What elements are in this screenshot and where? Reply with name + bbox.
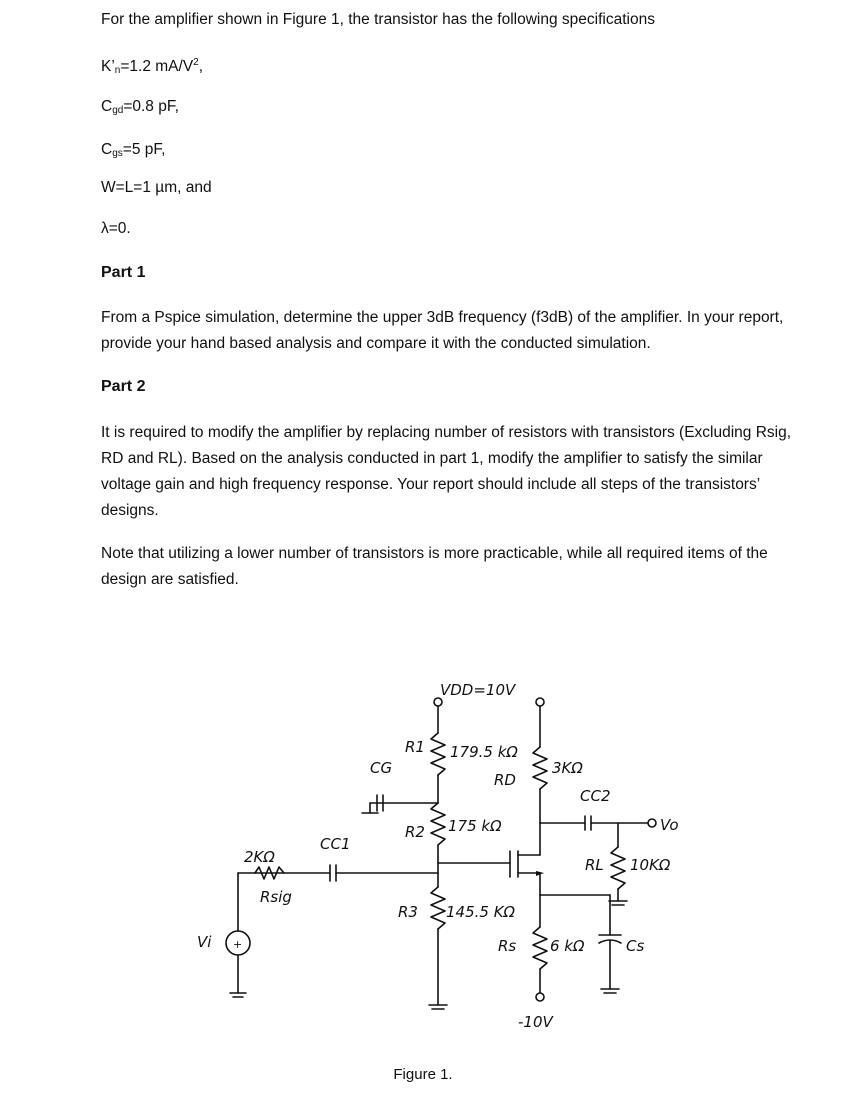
rs-resistor	[533, 927, 547, 969]
spec-cgs: $C_{gs}=5$ pF,	[101, 141, 166, 159]
intro-text: For the amplifier shown in Figure 1, the transistor has the following specifications	[101, 11, 655, 28]
vss-label: -10V	[518, 1013, 553, 1031]
rs-value: 6 kΩ	[550, 937, 585, 955]
figure-caption: Figure 1.	[393, 1066, 453, 1083]
spec-lambda: λ=0.	[101, 220, 131, 237]
rsig-label: Rsig	[260, 888, 292, 906]
part1-text: From a Pspice simulation, determine the upper 3dB frequency (f3dB) of the amplifier. In your report, provide your hand based analysis and compare it with the conducted simulation.	[101, 309, 784, 352]
r2-value: 175 kΩ	[448, 817, 502, 835]
r3-resistor	[431, 887, 445, 929]
svg-text:+: +	[233, 938, 243, 951]
rl-resistor	[611, 847, 625, 889]
vdd-label: VDD=10V	[440, 681, 516, 699]
vo-label: Vo	[660, 816, 679, 834]
vss-terminal	[536, 993, 544, 1001]
rs-label: Rs	[498, 937, 517, 955]
spec-wl: W=L=1 µm, and	[101, 179, 212, 196]
vdd-terminal-right	[536, 698, 544, 706]
note-text: Note that utilizing a lower number of transistors is more practicable, while all required items of the design are satisfied.	[101, 545, 768, 588]
r1-resistor	[431, 733, 445, 775]
rl-label: RL	[585, 856, 604, 874]
rd-label: RD	[494, 771, 516, 789]
rd-resistor	[533, 747, 547, 789]
amplifier-circuit-diagram	[180, 655, 740, 1055]
r3-label: R3	[398, 903, 418, 921]
spec-cgd: $C_{gd}=0.8$ pF,	[101, 98, 179, 116]
cc1-label: CC1	[320, 835, 351, 853]
r3-value: 145.5 KΩ	[446, 903, 516, 921]
rd-value: 3KΩ	[552, 759, 583, 777]
vdd-terminal-left	[434, 698, 442, 706]
rl-value: 10KΩ	[630, 856, 671, 874]
cg-label: CG	[370, 759, 393, 777]
r2-resistor	[431, 803, 445, 845]
part2-text: It is required to modify the amplifier by replacing number of resistors with transistors (Excluding Rsig, RD and RL). Based on the analysis conducted in part 1, modify the amplifier to satisfy the similar voltage gain and high frequency response. Your report should include all steps of the transistors’ designs.	[101, 424, 792, 519]
rsig-value: 2KΩ	[244, 848, 275, 866]
r1-label: R1	[405, 738, 425, 756]
spec-kn: $K’_n=1.2$ $mA/V^2$,	[101, 57, 204, 76]
vi-label: Vi	[197, 933, 212, 951]
cs-label: Cs	[626, 937, 645, 955]
part2-heading: Part 2	[101, 378, 146, 395]
vo-terminal	[648, 819, 656, 827]
r2-label: R2	[405, 823, 425, 841]
part1-heading: Part 1	[101, 264, 146, 281]
r1-value: 179.5 kΩ	[450, 743, 518, 761]
cc2-label: CC2	[580, 787, 611, 805]
